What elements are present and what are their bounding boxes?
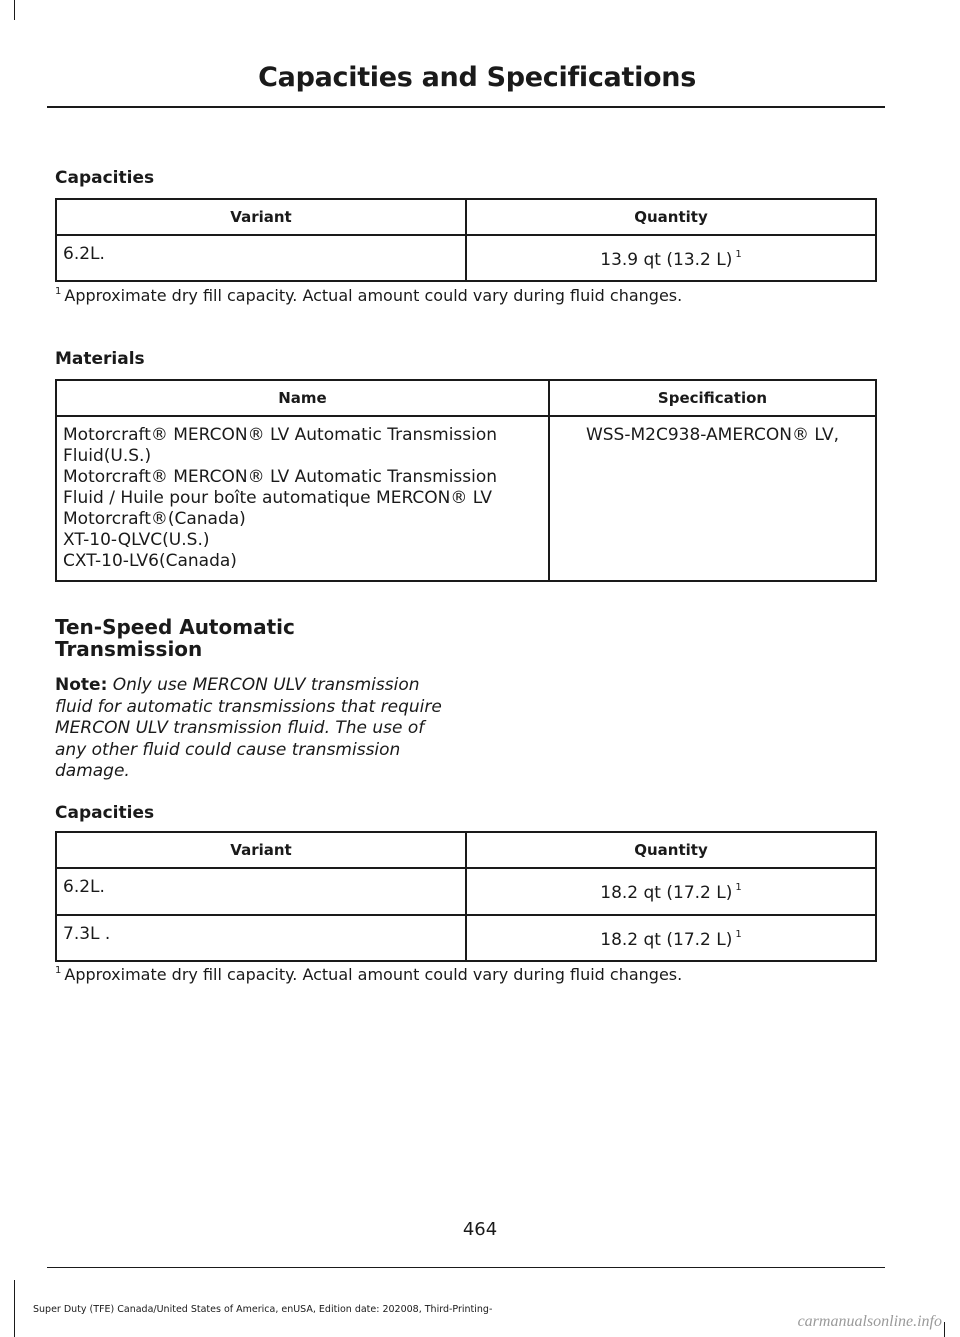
material-name-line: Fluid / Huile pour boîte automatique MERCON® LV <box>63 488 493 508</box>
material-name-line: Motorcraft®(Canada) <box>63 509 246 529</box>
variant-cell: 7.3L . <box>56 915 466 961</box>
capacities-table <box>55 198 877 282</box>
quantity-cell <box>466 868 876 915</box>
column-header-quantity: Quantity <box>466 199 876 235</box>
quantity-cell <box>466 915 876 961</box>
capacities-table <box>55 831 877 962</box>
column-header-specification: Specification <box>549 380 876 416</box>
quantity-value: 13.9 qt (13.2 L) <box>600 250 733 270</box>
material-name-line: Motorcraft® MERCON® LV Automatic Transmission <box>63 425 498 445</box>
variant-cell: 6.2L. <box>56 868 466 915</box>
material-name-cell <box>56 416 549 581</box>
note-text: Only use MERCON ULV transmission fluid for automatic transmissions that require MERCON ULV transmission fluid. The use of any other fluid could cause transmission damage. <box>55 675 442 781</box>
footnote-ref: 1 <box>735 249 742 260</box>
variant-cell: 6.2L. <box>56 235 466 281</box>
crop-mark-bottom-right <box>944 1322 945 1337</box>
capacities-heading: Capacities <box>55 803 155 823</box>
capacities-footnote <box>55 286 682 305</box>
crop-mark-top-left <box>14 0 15 20</box>
footer-divider <box>47 1267 885 1268</box>
page-number: 464 <box>462 1219 498 1240</box>
quantity-cell <box>466 235 876 281</box>
ten-speed-heading <box>55 616 295 660</box>
capacities-footnote <box>55 965 682 984</box>
column-header-variant: Variant <box>56 199 466 235</box>
quantity-value: 18.2 qt (17.2 L) <box>600 930 733 950</box>
page-title: Capacities and Specifications <box>258 62 696 93</box>
material-name-line: Motorcraft® MERCON® LV Automatic Transmission <box>63 467 498 487</box>
material-name-line: XT-10-QLVC(U.S.) <box>63 530 210 550</box>
table-row <box>56 915 876 961</box>
heading-line: Ten-Speed Automatic <box>55 615 295 639</box>
watermark: carmanualsonline.info <box>797 1313 942 1330</box>
quantity-value: 18.2 qt (17.2 L) <box>600 883 733 903</box>
note-label: Note: <box>55 675 108 695</box>
footnote-text: Approximate dry fill capacity. Actual amount could vary during fluid changes. <box>64 965 683 984</box>
table-row <box>56 868 876 915</box>
heading-line: Transmission <box>55 637 203 661</box>
footnote-ref: 1 <box>735 882 742 893</box>
materials-heading: Materials <box>55 349 145 369</box>
material-name-line: CXT-10-LV6(Canada) <box>63 551 237 571</box>
edition-text: Super Duty (TFE) Canada/United States of America, enUSA, Edition date: 202008, Third-Printing- <box>33 1304 493 1315</box>
material-name-line: Fluid(U.S.) <box>63 446 152 466</box>
footnote-marker: 1 <box>55 286 62 297</box>
column-header-quantity: Quantity <box>466 832 876 868</box>
transmission-note <box>55 675 455 783</box>
footnote-text: Approximate dry fill capacity. Actual amount could vary during fluid changes. <box>64 286 683 305</box>
specification-cell: WSS-M2C938-AMERCON® LV, <box>549 416 876 581</box>
table-row <box>56 235 876 281</box>
footnote-ref: 1 <box>735 929 742 940</box>
capacities-heading: Capacities <box>55 168 155 188</box>
title-divider <box>47 106 885 108</box>
column-header-name: Name <box>56 380 549 416</box>
crop-mark-bottom-left <box>14 1280 15 1337</box>
footnote-marker: 1 <box>55 965 62 976</box>
table-row <box>56 416 876 581</box>
column-header-variant: Variant <box>56 832 466 868</box>
materials-table <box>55 379 877 582</box>
